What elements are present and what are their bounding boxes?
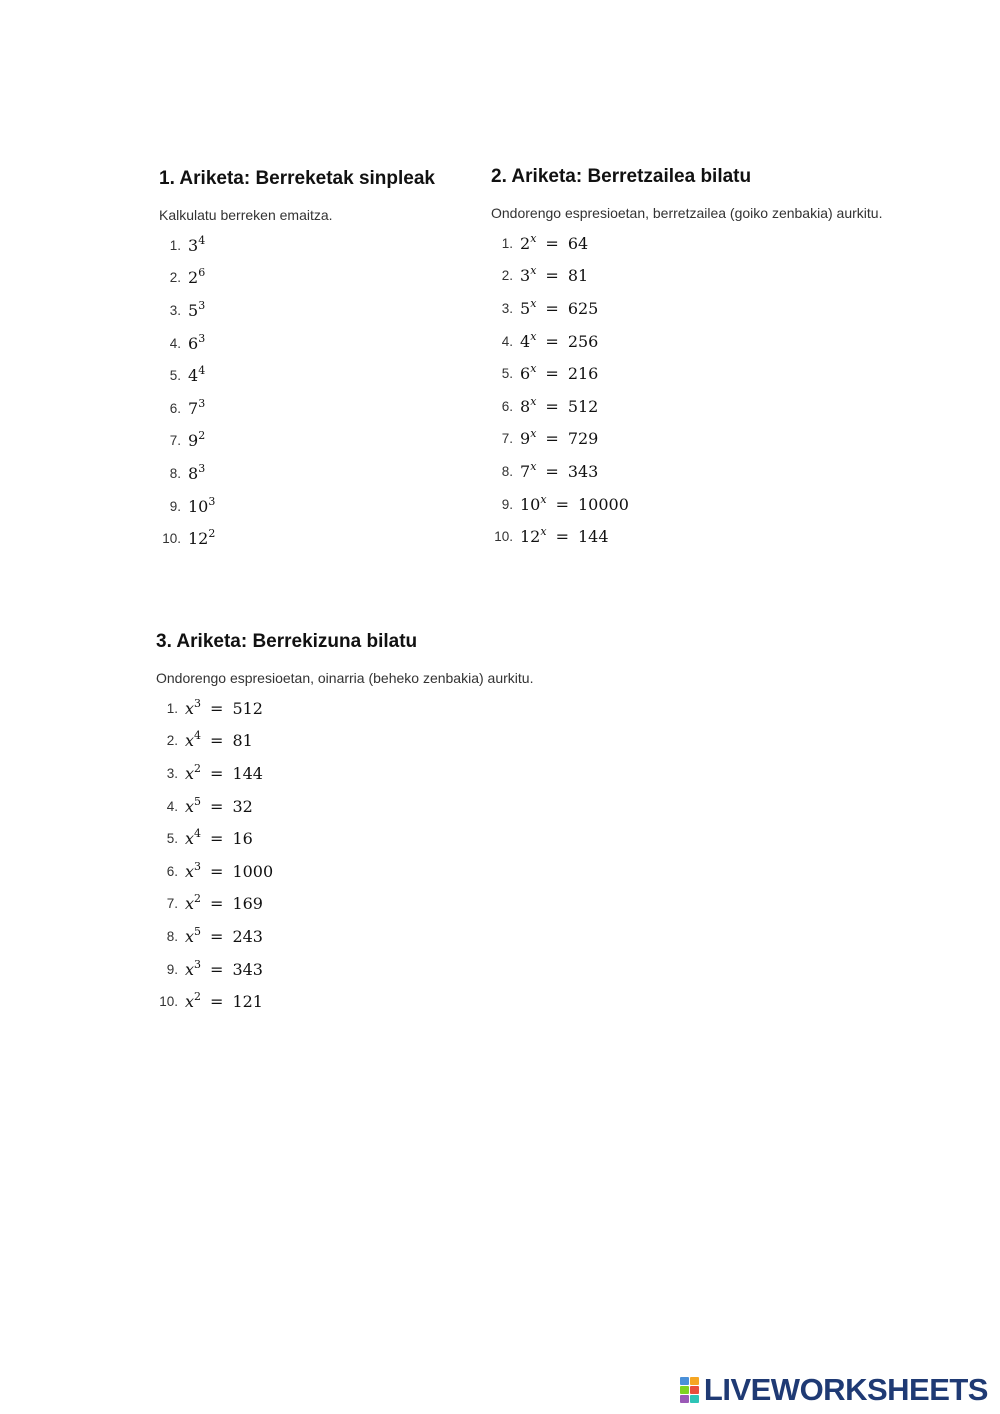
power-expression [188, 396, 206, 418]
power-exponent: 3 [198, 461, 206, 475]
list-item [156, 953, 616, 986]
power-base: x [185, 992, 195, 1012]
power-expression [520, 527, 609, 546]
list-item [159, 490, 479, 523]
power-expression [520, 394, 599, 416]
exercise-3-title: 3. Ariketa: Berrekizuna bilatu [156, 631, 418, 652]
power-expression [520, 231, 589, 253]
power-expression [185, 957, 263, 979]
list-item [159, 425, 479, 458]
exercise-2-list [491, 227, 951, 553]
power-result: 1000 [232, 861, 274, 881]
item-number: 5. [169, 368, 181, 384]
power-result: 512 [567, 396, 599, 416]
power-exponent: x [530, 231, 537, 245]
power-expression [185, 829, 253, 848]
list-item [156, 692, 616, 725]
list-item [491, 260, 951, 293]
power-result: 169 [232, 894, 263, 914]
item-number: 3. [501, 300, 513, 316]
item-number: 1. [166, 700, 178, 716]
equals-sign: = [555, 494, 569, 514]
liveworksheets-wordmark: LIVEWORKSHEETS [703, 1372, 988, 1407]
list-item [156, 888, 616, 921]
power-expression [185, 859, 274, 881]
exercise-1 [159, 166, 479, 555]
power-result: 243 [232, 926, 263, 946]
logo-tile [680, 1395, 689, 1403]
power-base: 7 [188, 398, 199, 418]
power-result: 216 [567, 364, 599, 384]
equals-sign: = [210, 926, 224, 946]
equals-sign: = [545, 298, 559, 318]
power-base: x [185, 829, 195, 849]
power-base: 3 [520, 266, 531, 286]
exercise-3-list [156, 692, 616, 1018]
power-result: 32 [232, 796, 253, 816]
equals-sign: = [545, 233, 559, 253]
list-item [159, 392, 479, 425]
power-base: 6 [520, 364, 531, 384]
power-expression [188, 233, 206, 255]
power-result: 64 [567, 233, 589, 253]
liveworksheets-logo-icon [680, 1377, 700, 1403]
power-base: 9 [520, 429, 531, 449]
item-number: 9. [166, 961, 178, 977]
equals-sign: = [210, 894, 224, 914]
item-number: 7. [501, 431, 513, 447]
power-base: x [185, 959, 195, 979]
item-number: 6. [166, 863, 178, 879]
power-exponent: 2 [208, 527, 216, 541]
equals-sign: = [545, 461, 559, 481]
logo-tile [690, 1377, 699, 1385]
power-base: 7 [520, 461, 531, 481]
power-exponent: x [530, 394, 537, 408]
power-result: 625 [567, 298, 599, 318]
item-number: 7. [169, 433, 181, 449]
logo-tile [680, 1386, 689, 1394]
list-item [159, 457, 479, 490]
item-number: 1. [501, 235, 513, 251]
power-base: 8 [520, 396, 531, 416]
power-exponent: x [530, 459, 537, 473]
power-exponent: 2 [194, 990, 202, 1004]
list-item [491, 292, 951, 325]
list-item [156, 920, 616, 953]
equals-sign: = [545, 364, 559, 384]
item-number: 3. [166, 765, 178, 781]
exercise-1-title: 1. Ariketa: Berreketak sinpleak [159, 168, 436, 189]
power-exponent: 4 [198, 233, 206, 247]
list-item [159, 327, 479, 360]
item-number: 8. [166, 928, 178, 944]
item-number: 4. [501, 333, 513, 349]
power-result: 16 [232, 829, 253, 849]
item-number: 10. [162, 531, 181, 547]
power-exponent: 2 [194, 761, 202, 775]
list-item [491, 455, 951, 488]
exercise-3 [156, 629, 616, 1018]
list-item [491, 390, 951, 423]
power-exponent: 4 [198, 364, 206, 378]
power-exponent: 5 [194, 794, 202, 808]
power-result: 343 [232, 959, 263, 979]
power-expression [520, 266, 588, 285]
power-expression [185, 696, 263, 718]
item-number: 5. [501, 366, 513, 382]
power-exponent: 3 [194, 696, 202, 710]
item-number: 6. [501, 398, 513, 414]
power-exponent: 2 [198, 429, 206, 443]
power-exponent: 3 [194, 859, 202, 873]
exercise-3-instructions: Ondorengo espresioetan, oinarria (beheko zenbakia) aurkitu. [156, 670, 534, 686]
exercise-2 [491, 164, 951, 553]
power-expression [185, 731, 253, 750]
logo-tile [690, 1386, 699, 1394]
power-exponent: 4 [194, 729, 202, 743]
power-exponent: x [530, 296, 537, 310]
power-expression [185, 794, 253, 816]
power-exponent: 6 [198, 266, 206, 280]
exercise-2-instructions: Ondorengo espresioetan, berretzailea (goiko zenbakia) aurkitu. [491, 205, 883, 221]
list-item [159, 294, 479, 327]
list-item [159, 522, 479, 555]
item-number: 4. [169, 335, 181, 351]
power-base: x [185, 894, 195, 914]
power-base: 5 [188, 300, 199, 320]
power-result: 10000 [577, 494, 629, 514]
item-number: 9. [501, 496, 513, 512]
equals-sign: = [210, 698, 224, 718]
power-result: 144 [232, 763, 263, 783]
exercise-2-title: 2. Ariketa: Berretzailea bilatu [491, 166, 752, 187]
equals-sign: = [545, 331, 559, 351]
power-base: 9 [188, 431, 199, 451]
power-exponent: 5 [194, 924, 202, 938]
power-expression [188, 298, 206, 320]
power-result: 512 [232, 698, 263, 718]
power-exponent: x [540, 492, 547, 506]
power-base: x [185, 926, 195, 946]
power-base: 6 [188, 333, 199, 353]
exercise-1-instructions: Kalkulatu berreken emaitza. [159, 207, 333, 223]
list-item [491, 325, 951, 358]
power-expression [188, 494, 216, 516]
list-item [491, 488, 951, 521]
power-base: 10 [188, 496, 209, 516]
equals-sign: = [545, 396, 559, 416]
power-expression [185, 924, 263, 946]
power-expression [188, 529, 215, 548]
power-expression [520, 429, 598, 448]
equals-sign: = [210, 731, 224, 751]
power-base: x [185, 796, 195, 816]
power-exponent: 3 [198, 396, 206, 410]
power-base: 10 [520, 494, 541, 514]
list-item [156, 855, 616, 888]
power-expression [520, 364, 598, 383]
item-number: 10. [494, 529, 513, 545]
power-exponent: 2 [194, 892, 202, 906]
item-number: 6. [169, 400, 181, 416]
exercise-1-list [159, 229, 479, 555]
list-item [156, 790, 616, 823]
power-result: 121 [232, 992, 263, 1012]
item-number: 1. [169, 237, 181, 253]
power-base: x [185, 861, 195, 881]
list-item [159, 262, 479, 295]
power-base: 4 [188, 366, 199, 386]
item-number: 2. [169, 270, 181, 286]
list-item [159, 229, 479, 262]
power-result: 81 [232, 731, 253, 751]
equals-sign: = [545, 429, 559, 449]
list-item [156, 757, 616, 790]
power-base: 3 [188, 235, 199, 255]
power-base: 12 [188, 529, 209, 549]
power-result: 256 [567, 331, 599, 351]
power-base: 5 [520, 298, 531, 318]
list-item [491, 227, 951, 260]
power-exponent: 4 [194, 827, 202, 841]
power-exponent: x [530, 427, 537, 441]
item-number: 10. [159, 994, 178, 1010]
item-number: 2. [166, 733, 178, 749]
power-expression [188, 331, 206, 353]
power-base: 4 [520, 331, 531, 351]
power-exponent: x [540, 525, 547, 539]
power-expression [188, 366, 205, 385]
power-base: 2 [520, 233, 531, 253]
equals-sign: = [210, 796, 224, 816]
power-result: 81 [567, 266, 589, 286]
power-exponent: 3 [198, 331, 206, 345]
logo-tile [680, 1377, 689, 1385]
list-item [156, 985, 616, 1018]
equals-sign: = [210, 959, 224, 979]
power-expression [520, 296, 599, 318]
logo-tile [690, 1395, 699, 1403]
list-item [491, 357, 951, 390]
power-expression [188, 268, 205, 287]
item-number: 5. [166, 831, 178, 847]
power-expression [185, 761, 263, 783]
power-result: 343 [567, 461, 599, 481]
power-exponent: x [530, 329, 537, 343]
power-exponent: x [530, 362, 537, 376]
equals-sign: = [210, 861, 224, 881]
item-number: 3. [169, 302, 181, 318]
power-base: x [185, 698, 195, 718]
power-expression [188, 461, 206, 483]
power-base: 2 [188, 268, 199, 288]
item-number: 7. [166, 896, 178, 912]
power-result: 144 [577, 527, 609, 547]
list-item [159, 359, 479, 392]
power-base: 8 [188, 463, 199, 483]
list-item [491, 520, 951, 553]
list-item [156, 725, 616, 758]
item-number: 8. [501, 463, 513, 479]
liveworksheets-logo [680, 1374, 988, 1406]
power-exponent: x [530, 264, 537, 278]
power-expression [185, 992, 263, 1011]
power-base: x [185, 731, 195, 751]
power-base: 12 [520, 527, 541, 547]
equals-sign: = [210, 992, 224, 1012]
power-exponent: 3 [208, 494, 216, 508]
item-number: 9. [169, 498, 181, 514]
list-item [491, 423, 951, 456]
power-base: x [185, 763, 195, 783]
list-item [156, 822, 616, 855]
power-expression [188, 431, 205, 450]
item-number: 2. [501, 268, 513, 284]
equals-sign: = [555, 527, 569, 547]
power-expression [185, 894, 263, 913]
item-number: 8. [169, 465, 181, 481]
power-expression [520, 329, 599, 351]
power-exponent: 3 [198, 298, 206, 312]
power-expression [520, 492, 629, 514]
power-result: 729 [567, 429, 599, 449]
equals-sign: = [210, 763, 224, 783]
equals-sign: = [545, 266, 559, 286]
power-expression [520, 459, 599, 481]
equals-sign: = [210, 829, 224, 849]
item-number: 4. [166, 798, 178, 814]
power-exponent: 3 [194, 957, 202, 971]
